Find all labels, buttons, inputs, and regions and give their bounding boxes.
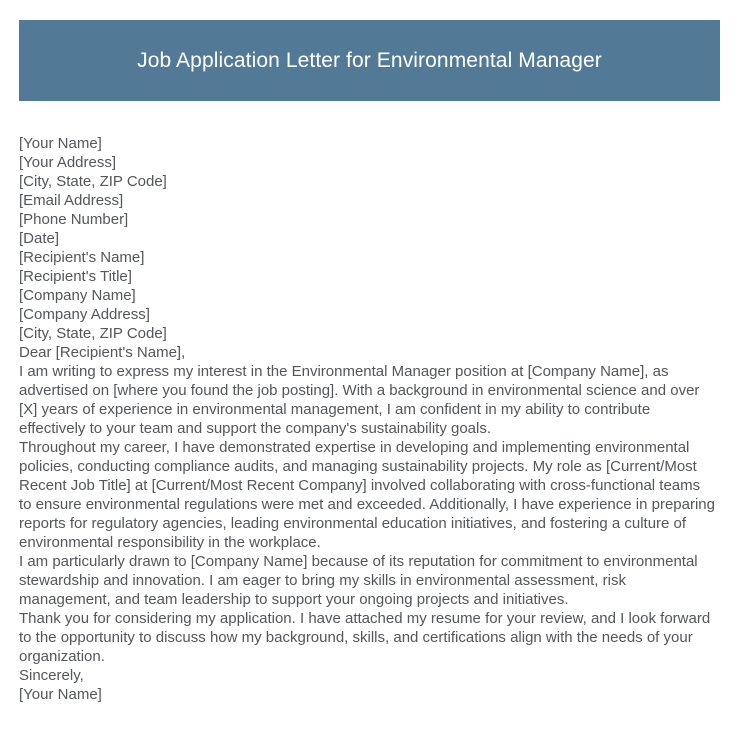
sender-line: [City, State, ZIP Code]	[19, 173, 167, 190]
letter-body	[19, 134, 715, 704]
page-title: Job Application Letter for Environmental Manager	[137, 48, 602, 72]
body-paragraph: I am writing to express my interest in the Environmental Manager position at [Company Name], as advertised on [where you found the job posting]. With a background in environmental science and over [X] years of experience in environmental management, I am confident in my ability to contribute effectively to your team and support the company's sustainability goals.	[19, 363, 700, 437]
sender-line: [Date]	[19, 230, 60, 247]
recipient-line: [Recipient's Name]	[19, 249, 145, 266]
sender-address-block	[19, 134, 715, 248]
body-paragraph: Throughout my career, I have demonstrated expertise in developing and implementing environmental policies, conducting compliance audits, and managing sustainability projects. My role as [Current/Most Recent Job Title] at [Current/Most Recent Company] involved collaborating with cross-functional teams to ensure environmental regulations were met and exceeded. Additionally, I have experience in preparing reports for regulatory agencies, leading environmental education initiatives, and fostering a culture of environmental responsibility in the workplace.	[19, 439, 715, 551]
recipient-line: [City, State, ZIP Code]	[19, 325, 167, 342]
body-paragraph: Thank you for considering my application. I have attached my resume for your review, and I look forward to the opportunity to discuss how my background, skills, and certifications align with the needs of your organization.	[19, 610, 711, 665]
sender-line: [Your Name]	[19, 135, 102, 152]
sender-line: [Email Address]	[19, 192, 124, 209]
recipient-address-block	[19, 248, 715, 343]
closing-line: Sincerely,	[19, 667, 84, 684]
sender-line: [Phone Number]	[19, 211, 129, 228]
signature-line: [Your Name]	[19, 686, 102, 703]
recipient-line: [Company Address]	[19, 306, 150, 323]
letter-header-banner	[19, 20, 720, 101]
sender-line: [Your Address]	[19, 154, 117, 171]
salutation: Dear [Recipient's Name],	[19, 344, 186, 361]
recipient-line: [Company Name]	[19, 287, 136, 304]
recipient-line: [Recipient's Title]	[19, 268, 132, 285]
body-paragraph: I am particularly drawn to [Company Name] because of its reputation for commitment to environmental stewardship and innovation. I am eager to bring my skills in environmental assessment, risk management, and team leadership to support your ongoing projects and initiatives.	[19, 553, 698, 608]
